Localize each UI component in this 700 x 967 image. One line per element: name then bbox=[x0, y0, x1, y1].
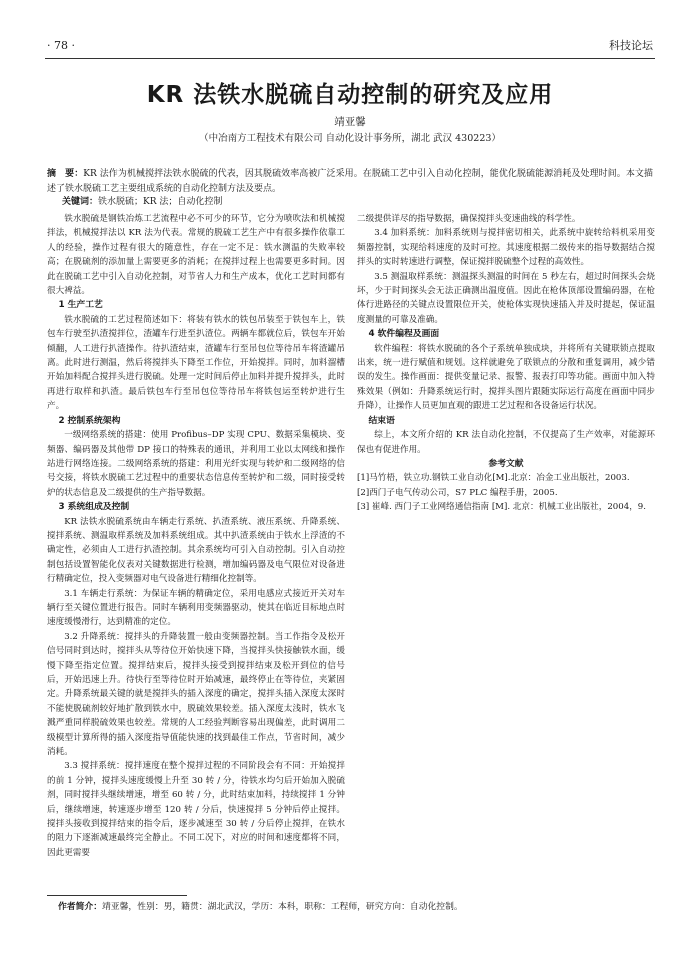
right-column bbox=[357, 212, 655, 552]
abstract bbox=[47, 167, 653, 196]
section-3-text: KR 法铁水脱硫系统由车辆走行系统、扒渣系统、液压系统、升降系统、搅拌系统、测温取样系统及加料系统组成。其中扒渣系统由于铁水上浮渣的不确定性，必须由人工进行扒渣控制。其余系统均可引入自动控制。引入自动控制包括设置智能化仪表对关键数据进行检测，增加编码器及电气限位对设备进行精确定位，投入变频器对电气设备进行精细化控制等。 bbox=[47, 516, 345, 585]
references-heading: 参考文献 bbox=[488, 458, 524, 469]
conclusion-heading: 结束语 bbox=[368, 415, 395, 426]
section-heading-2: 2 控制系统架构 bbox=[58, 415, 121, 426]
section-3-4-text: 3.4 加料系统：加料系统则与搅拌密切相关，此系统中旋转给料机采用变频器控制，实现给料速度的及时可控。其速度根据二级传来的指导数据结合搅拌头的实时转速进行调整，保证搅拌脱硫整个过程的高效性。 bbox=[357, 228, 655, 268]
author-footnote bbox=[58, 899, 653, 912]
reference-item: [3] 崔峰. 西门子工业网络通信指南 [M]. 北京：机械工业出版社，2004，9. bbox=[357, 502, 646, 513]
section-heading-1: 1 生产工艺 bbox=[58, 300, 103, 311]
abstract-text: KR 法作为机械搅拌法铁水脱硫的代表，因其脱硫效率高被广泛采用。在脱硫工艺中引入自动化控制，能优化脱硫能源消耗及处理时间。本文描述了铁水脱硫工艺主要组成系统的自动化控制方法及要点。 bbox=[47, 169, 653, 194]
author-name: 靖亚馨 bbox=[334, 116, 366, 128]
footnote-label: 作者简介： bbox=[58, 902, 102, 912]
column-name: 科技论坛 bbox=[609, 39, 653, 52]
section-3-3-text: 3.3 搅拌系统：搅拌速度在整个搅拌过程的不同阶段会有不同：开始搅拌的前 1 分钟，搅拌头速度缓慢上升至 30 转 / 分，待铁水均匀后开始加入脱硫剂，同时搅拌头继续增速，增至 60 转 / 分，此时结束加料，持续搅拌 1 分钟后，继续增速，转速逐步增至 120 转 / 分后，快速搅拌 5 分钟后停止搅拌。搅拌头接收到搅拌结束的指令后，逐步减速至 30 转 / 分后停止搅拌，在铁水的阻力下逐渐减速最终完全静止。不同工况下，对应的时间和速度都将不同，因此更需要 bbox=[47, 761, 345, 858]
section-heading-3: 3 系统组成及控制 bbox=[58, 502, 130, 513]
section-3-2-text: 3.2 升降系统：搅拌头的升降装置一般由变频器控制。当工作指令及松开信号同时到达时，搅拌头从等待位开始快速下降，当搅拌头快接触铁水面，缓慢下降至指定位置。搅拌结束后，搅拌头接受到搅拌结束及松开到位的信号后，开始迅速上升。待快行至等待位时开始减速，最终停止在等待位，夹紧固定。升降系统最关键的就是搅拌头的插入深度的确定，搅拌头插入深度太深时不能使脱硫剂较好地扩散到铁水中，脱硫效果较差。插入深度太浅时，铁水飞溅严重同样脱硫效果也较差。常规的人工经验判断容易出现偏差，此时调用二级模型计算所得的插入深度指导值能快速的找到最佳工作点，节省时间，减少消耗。 bbox=[47, 631, 345, 758]
author-affiliation: （中冶南方工程技术有限公司 自动化设计事务所，湖北 武汉 430223） bbox=[199, 133, 501, 144]
section-3-3-continued: 二级提供详尽的指导数据，确保搅拌头变速曲线的科学性。 bbox=[357, 214, 581, 224]
page-number: · 78 · bbox=[47, 39, 75, 52]
reference-item: [2]西门子电气传动公司，S7 PLC 编程手册，2005. bbox=[357, 487, 558, 498]
footnote-text: 靖亚馨，性别：男，籍贯：湖北武汉，学历：本科，职称：工程师，研究方向：自动化控制。 bbox=[102, 902, 463, 912]
footnote-rule bbox=[47, 895, 187, 896]
running-header bbox=[47, 37, 653, 57]
keywords-text: 铁水脱硫；KR 法；自动化控制 bbox=[98, 197, 223, 207]
conclusion-text: 综上，本文所介绍的 KR 法自动化控制，不仅提高了生产效率，对能源环保也有促进作用。 bbox=[357, 430, 655, 455]
section-3-5-text: 3.5 测温取样系统：测温探头测温的时间在 5 秒左右，超过时间探头会烧坏，少于时间探头会无法正确测出温度值。因此在枪体顶部设置编码器，在枪体行进路径的关键点设置限位开关，使枪体实现快速插入并及时提起，保证温度测量的可靠及准确。 bbox=[357, 271, 655, 325]
header-rule bbox=[45, 58, 655, 59]
section-1-text: 铁水脱硫的工艺过程简述如下：将装有铁水的铁包吊装至于铁包车上，铁包车行驶至扒渣搅拌位，渣罐车行进至扒渣位。两辆车都就位后，铁包车开始倾翻，人工进行扒渣操作。待扒渣结束，渣罐车行至吊包位等待吊车将渣罐吊离。此时进行测温，然后将搅拌头下降至工作位，开始搅拌。同时，加料溜槽开始加料配合搅拌头进行脱硫。处理一定时间后停止加料并提升搅拌头，此时再进行取样和扒渣。最后铁包车行至吊包位等待吊车将铁包运至转炉进行生产。 bbox=[47, 314, 345, 412]
abstract-label: 摘 要： bbox=[47, 169, 84, 179]
section-heading-4: 4 软件编程及画面 bbox=[368, 329, 440, 340]
reference-item: [1]马竹梧，铁立功.钢铁工业自动化[M].北京：冶金工业出版社，2003. bbox=[357, 473, 630, 484]
keywords-label: 关键词： bbox=[62, 197, 99, 207]
section-2-text: 一级网络系统的搭建：使用 Profibus–DP 实现 CPU、数据采集模块、变频器、编码器及其他带 DP 接口的特殊表的通讯，并利用工业以太网线和操作站进行网络连接。二级网络系统的搭建：利用光纤实现与转炉和二级网络的信号交接，将铁水脱硫工艺过程中的重要状态信息传至转炉和二级，同时接受转炉的状态信息及二级提供的生产指导数据。 bbox=[47, 430, 345, 498]
intro-paragraph: 铁水脱硫是钢铁冶炼工艺流程中必不可少的环节，它分为喷吹法和机械搅拌法，机械搅拌法以 KR 法为代表。常规的脱硫工艺生产中有很多操作依靠工人的经验，操作过程有很大的随意性，存在一定不足：铁水测温的失败率较高；在脱硫剂的添加量上需要更多的消耗；在搅拌过程上也需要更多时间。因此在脱硫工艺中引入自动化控制，对节省人力和生产成本，优化工艺时间都有很大裨益。 bbox=[47, 214, 345, 297]
section-3-1-text: 3.1 车辆走行系统：为保证车辆的精确定位，采用电感应式接近开关对车辆行至关键位置进行报告。同时车辆利用变频器驱动，使其在临近目标地点时速度缓慢滑行，达到精准的定位。 bbox=[47, 588, 345, 628]
article-title: KR 法铁水脱硫自动控制的研究及应用 bbox=[146, 82, 554, 108]
section-4-text: 软件编程：将铁水脱硫的各个子系统单独成块，并将所有关键联锁点提取出来，统一进行赋值和规划。这样就避免了联锁点的分散和重复调用，减少错误的发生。操作画面：提供变量记录、报警、报表打印等功能。画面中加入特殊效果（例如：升降系统运行时，搅拌头图片跟随实际运行高度在画面中同步升降），让操作人员更加直观的跟进工艺过程和各设备运行状况。 bbox=[357, 343, 655, 412]
keywords bbox=[62, 195, 653, 209]
left-column bbox=[47, 212, 345, 884]
